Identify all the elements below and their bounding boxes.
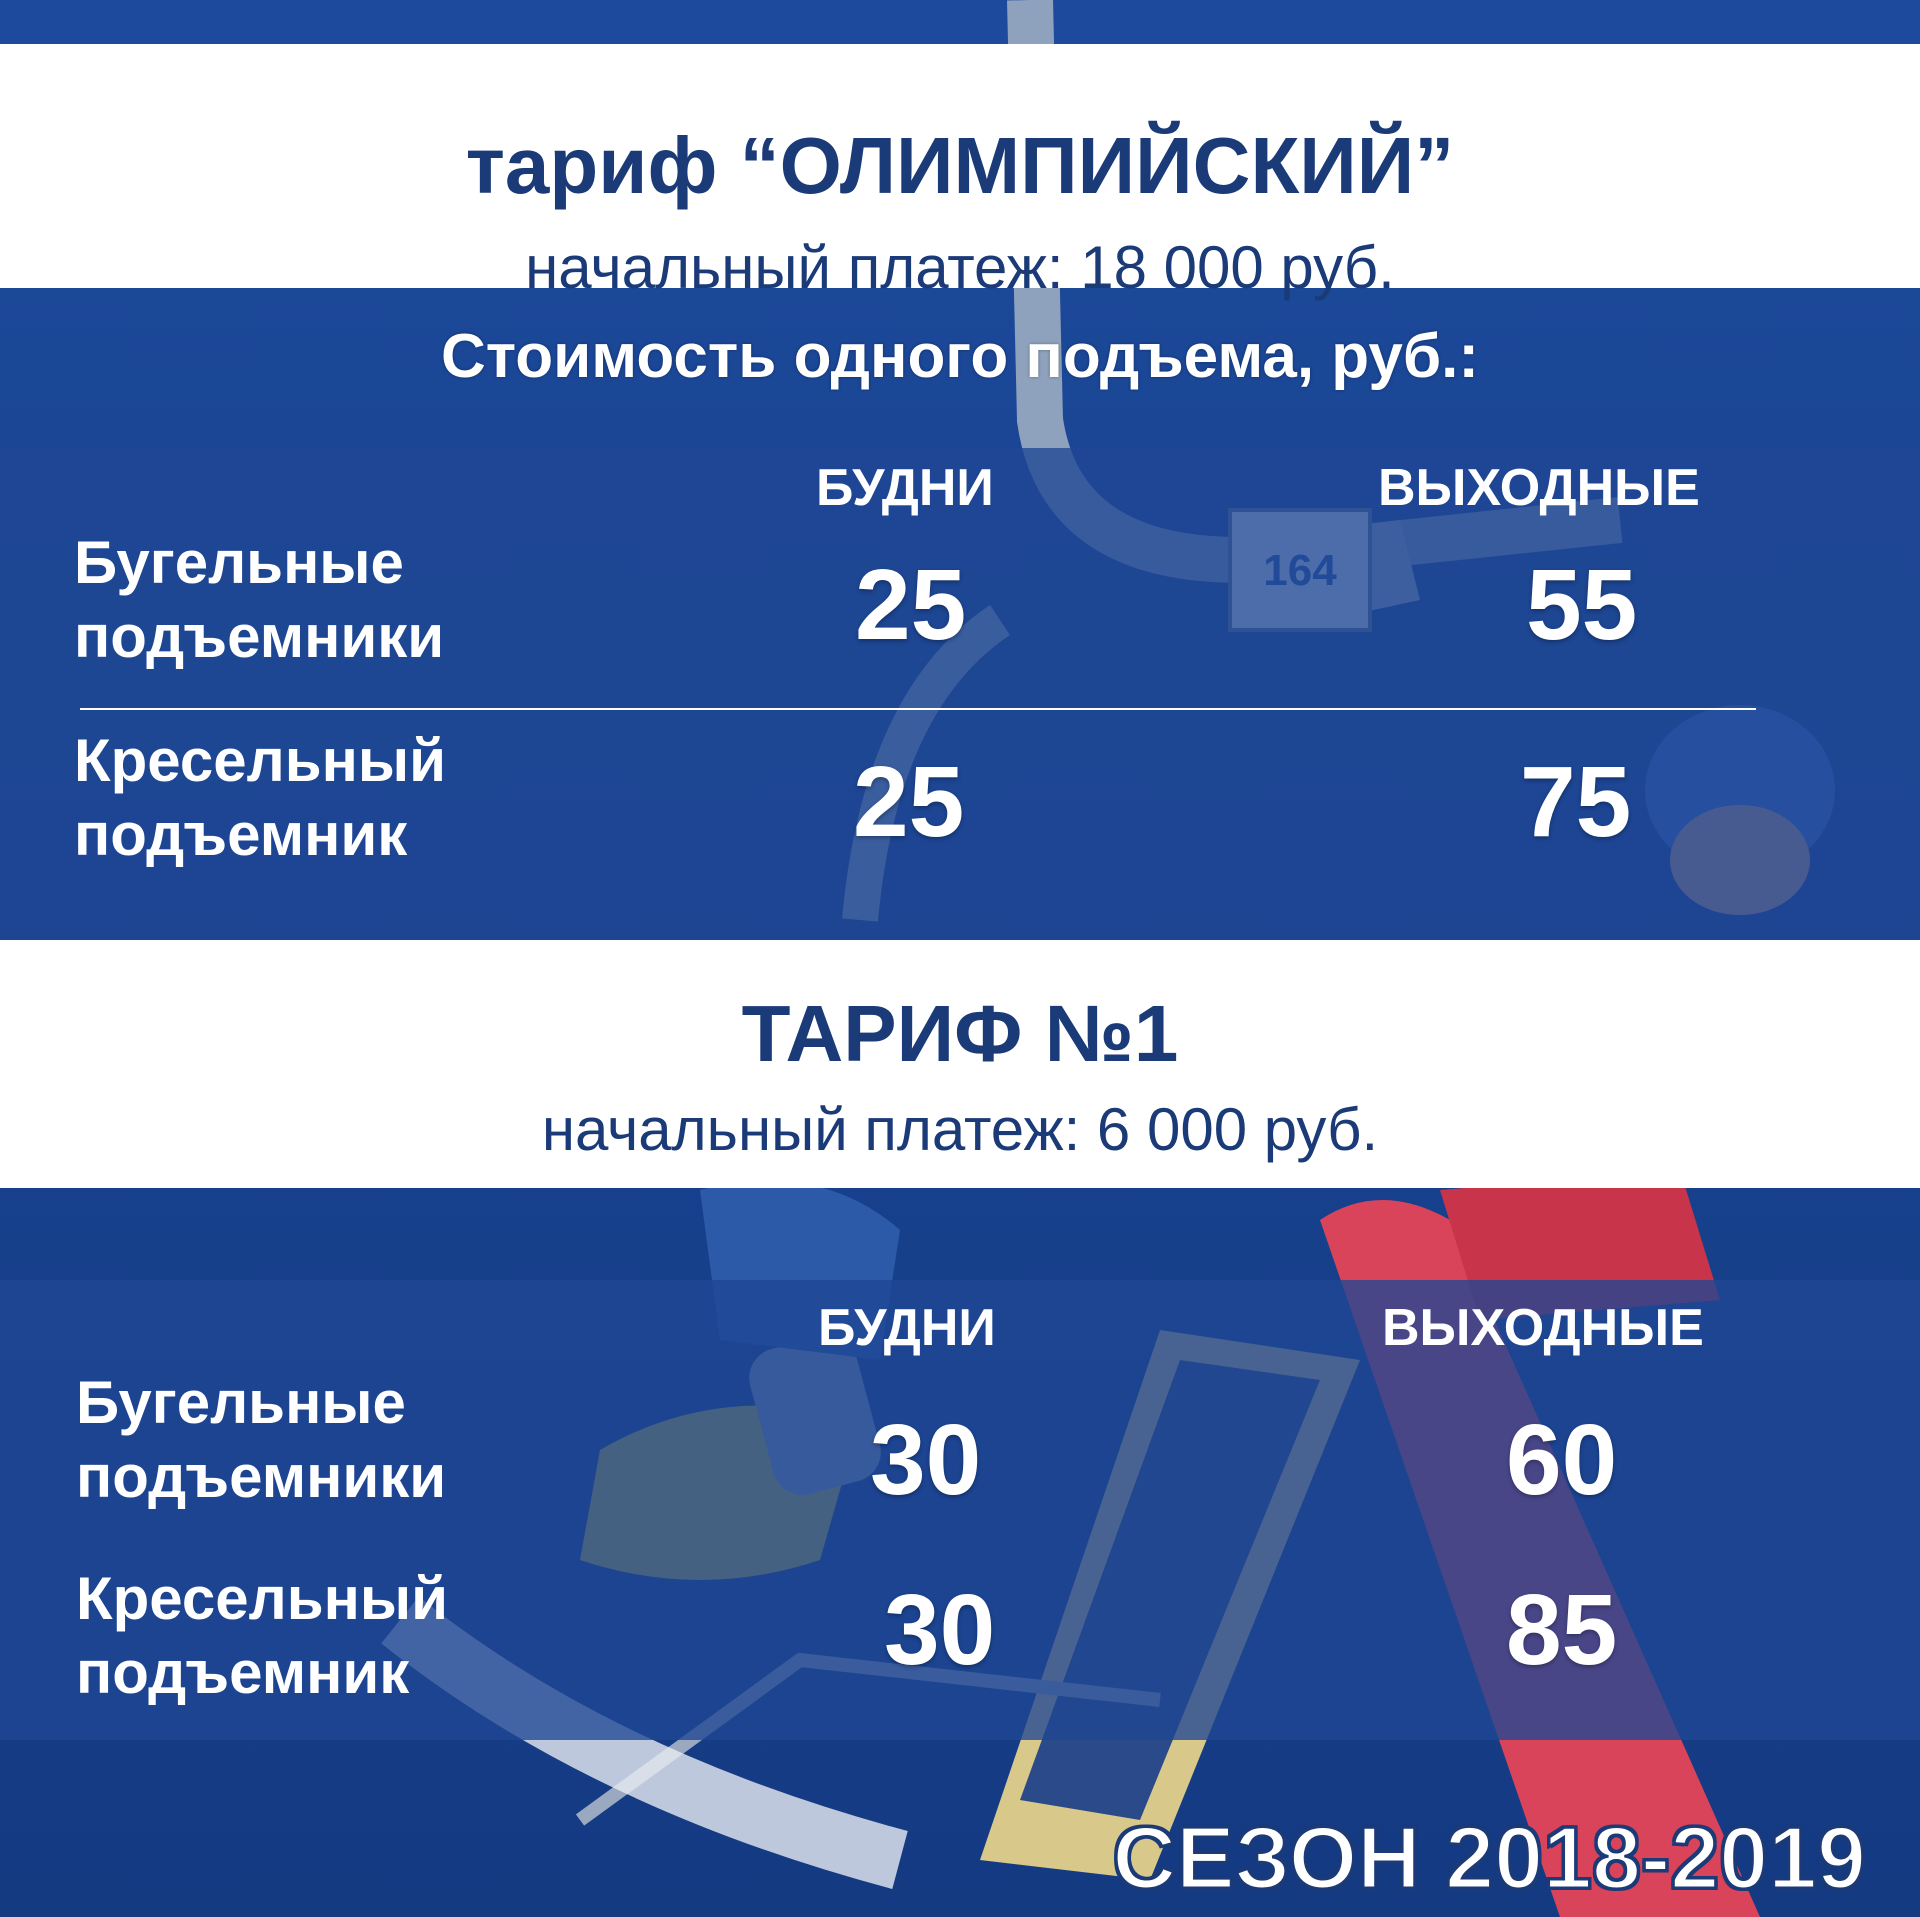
tariff-1-banner	[0, 940, 1920, 1188]
row-label-drag-lifts	[74, 526, 444, 674]
tariff-1-initial-payment: начальный платеж: 6 000 руб.	[541, 1096, 1379, 1163]
tariff-olympic-title: тариф “ОЛИМПИЙСКИЙ”	[465, 121, 1455, 210]
row-label-line2: подъемники	[74, 603, 445, 670]
col-header-weekends: ВЫХОДНЫЕ	[1378, 459, 1700, 517]
table-divider	[80, 708, 1756, 710]
row-label-chairlift	[74, 724, 446, 872]
price-olympic-chair-weekdays: 25	[853, 746, 965, 858]
tariff-1-title: ТАРИФ №1	[741, 989, 1179, 1078]
price-olympic-drag-weekdays: 25	[855, 549, 967, 661]
row-label-line1: Кресельный	[76, 1565, 448, 1632]
price-olympic-drag-weekends: 55	[1526, 549, 1638, 661]
price-tariff1-drag-weekdays: 30	[870, 1404, 982, 1516]
col-header-weekdays: БУДНИ	[816, 459, 994, 517]
price-tariff1-chair-weekends: 85	[1506, 1574, 1618, 1686]
col-header-weekends: ВЫХОДНЫЕ	[1382, 1299, 1704, 1357]
season-label: СЕЗОН 2018-2019	[1112, 1808, 1866, 1907]
col-header-weekdays: БУДНИ	[818, 1299, 996, 1357]
row-label-line1: Бугельные	[76, 1369, 406, 1436]
price-olympic-chair-weekends: 75	[1520, 746, 1632, 858]
row-label-line1: Кресельный	[74, 727, 446, 794]
row-label-chairlift	[76, 1562, 448, 1710]
row-label-line1: Бугельные	[74, 529, 404, 596]
row-label-line2: подъемники	[76, 1443, 447, 1510]
tariff-olympic-initial-payment: начальный платеж: 18 000 руб.	[525, 234, 1395, 301]
section-heading: Стоимость одного подъема, руб.:	[440, 322, 1479, 391]
price-tariff1-drag-weekends: 60	[1506, 1404, 1618, 1516]
tariff-olympic-banner	[0, 44, 1920, 301]
price-tariff1-chair-weekdays: 30	[884, 1574, 996, 1686]
row-label-line2: подъемник	[76, 1639, 410, 1706]
row-label-line2: подъемник	[74, 801, 408, 868]
row-label-drag-lifts	[76, 1366, 446, 1514]
